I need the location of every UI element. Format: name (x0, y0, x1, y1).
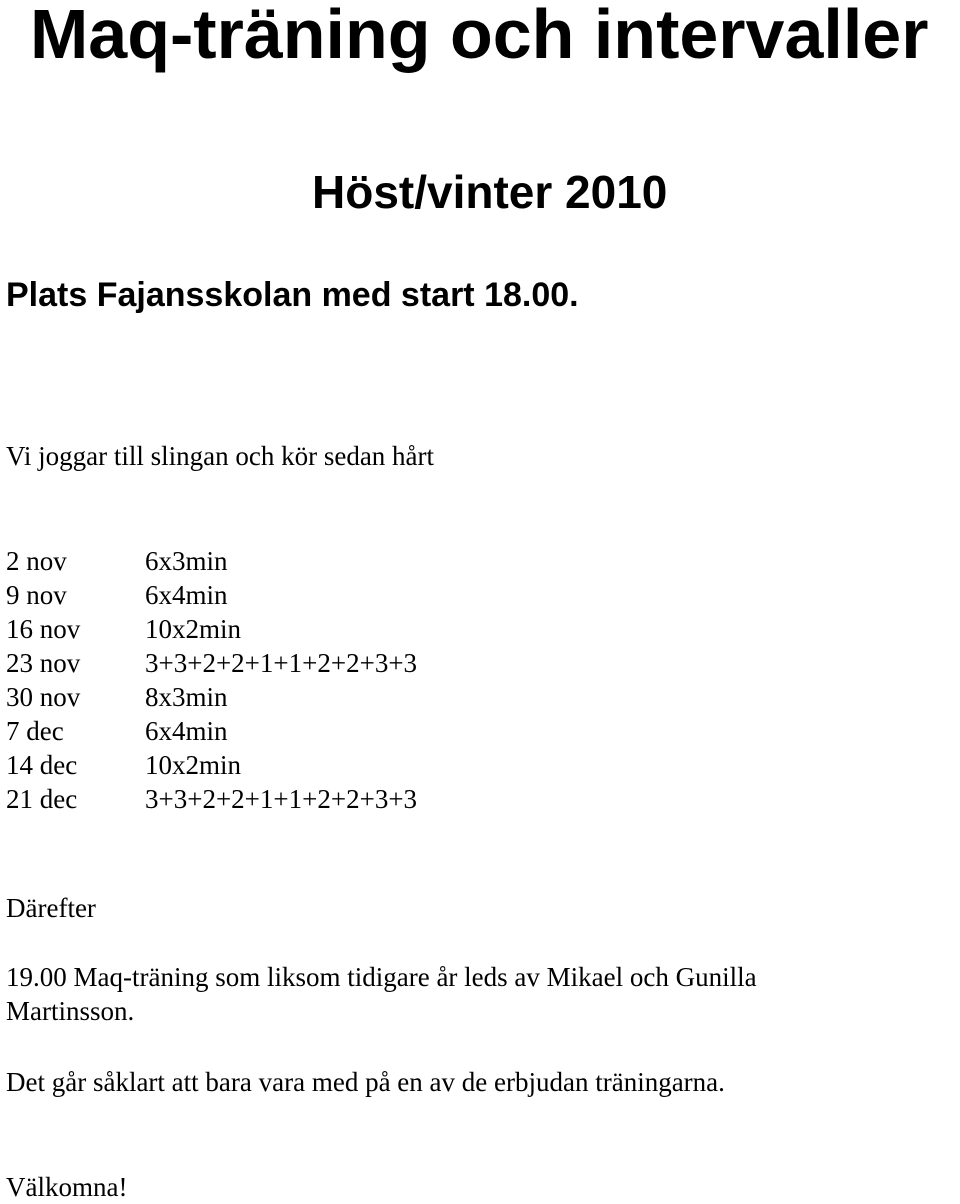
schedule-row (6, 646, 606, 680)
schedule-workout: 3+3+2+2+1+1+2+2+3+3 (145, 648, 418, 678)
schedule-date: 7 dec (6, 716, 64, 746)
schedule-workout: 10x2min (145, 614, 242, 644)
schedule-date: 21 dec (6, 784, 78, 814)
schedule-date: 16 nov (6, 614, 81, 644)
document-title: Maq-träning och intervaller (30, 0, 929, 73)
schedule-date: 14 dec (6, 750, 78, 780)
schedule-workout: 6x3min (145, 546, 228, 576)
place-line: Plats Fajansskolan med start 18.00. (6, 276, 579, 314)
schedule-workout: 8x3min (145, 682, 228, 712)
schedule-workout: 10x2min (145, 750, 242, 780)
schedule-list (6, 544, 606, 816)
schedule-date: 23 nov (6, 648, 81, 678)
intro-line: Vi joggar till slingan och kör sedan hårt (6, 441, 435, 471)
schedule-row (6, 578, 606, 612)
schedule-row (6, 544, 606, 578)
schedule-row (6, 714, 606, 748)
schedule-row (6, 680, 606, 714)
note-line: Det går såklart att bara vara med på en av de erbjudan träningarna. (6, 1067, 725, 1097)
welcome-line: Välkomna! (6, 1172, 128, 1202)
maq-line-1: 19.00 Maq-träning som liksom tidigare år leds av Mikael och Gunilla (6, 962, 757, 992)
schedule-row (6, 612, 606, 646)
schedule-date: 9 nov (6, 580, 67, 610)
maq-line-2: Martinsson. (6, 996, 135, 1026)
document-subtitle: Höst/vinter 2010 (312, 166, 668, 218)
maq-paragraph (6, 960, 946, 1028)
schedule-date: 30 nov (6, 682, 81, 712)
after-label: Därefter (6, 893, 96, 923)
schedule-row (6, 782, 606, 816)
schedule-date: 2 nov (6, 546, 67, 576)
schedule-workout: 6x4min (145, 580, 228, 610)
schedule-row (6, 748, 606, 782)
schedule-workout: 6x4min (145, 716, 228, 746)
schedule-workout: 3+3+2+2+1+1+2+2+3+3 (145, 784, 418, 814)
